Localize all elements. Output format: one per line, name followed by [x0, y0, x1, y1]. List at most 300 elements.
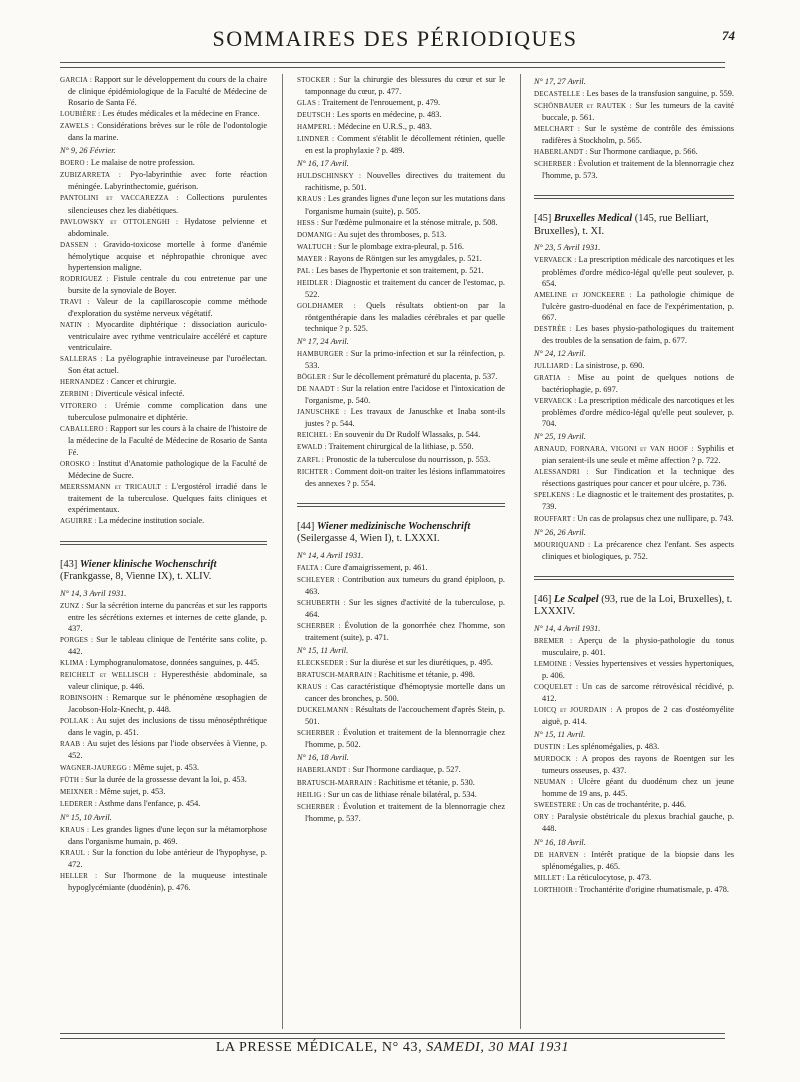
- article-author: MEERSSMANN et TRICAULT :: [60, 482, 168, 491]
- article-title: Remarque sur le phénomène œsophagien de Jacobson-Holz-Knecht, p. 448.: [68, 693, 267, 715]
- article-author: SCHÖNBAUER et RAUTEK :: [534, 102, 632, 111]
- article-title: Les grandes lignes d'une leçon sur les mutations dans l'organisme humain (suite), p. 505.: [305, 194, 505, 216]
- article-title: Sur les signes d'activité de la tuberculose, p. 464.: [305, 597, 505, 619]
- article-title: Le diagnostic et le traitement des prostatites, p. 739.: [542, 490, 734, 512]
- article-title: Les bases de la transfusion sanguine, p. 559.: [584, 89, 734, 99]
- article-title: Sur l'indication et la technique des résections gastriques pour cancer et pour ulcère, p. 736.: [542, 467, 734, 489]
- article-entry: [534, 741, 734, 753]
- article-author: OROSKO :: [60, 459, 95, 468]
- article-title: Au sujet des inclusions de tissu ménosépthrétique dans le vagin, p. 451.: [68, 716, 267, 738]
- article-author: ZARFL :: [297, 455, 325, 464]
- article-author: COQUELET :: [534, 682, 579, 691]
- article-author: KRAUL :: [60, 848, 90, 857]
- article-title: Sur la sécrétion interne du pancréas et sur les rapports entre les sécrétions externes et internes de cette glande, p. 437.: [68, 600, 267, 633]
- article-title: La sinistrose, p. 690.: [573, 360, 645, 370]
- section-divider: [534, 195, 734, 199]
- article-author: MILLET :: [534, 873, 565, 882]
- article-title: Sur la fonction du lobe antérieur de l'hypophyse, p. 472.: [68, 847, 267, 869]
- article-author: GRATIA :: [534, 373, 571, 382]
- article-title: Vessies hypertensives et vessies hypertoniques, p. 406.: [542, 658, 734, 680]
- article-title: Lymphogranulomatose, données sanguines, p. 445.: [87, 658, 260, 668]
- footer-number: N° 43,: [381, 1040, 423, 1055]
- article-author: NEUMAN :: [534, 778, 574, 787]
- article-author: AGUIRRE :: [60, 516, 97, 525]
- article-entry: [60, 157, 267, 169]
- article-author: EWALD :: [297, 443, 327, 452]
- article-title: Les études médicales et la médecine en France.: [100, 109, 260, 119]
- header-rule: [60, 62, 725, 68]
- article-entry: [534, 146, 734, 158]
- article-title: Hydatose pelvienne et abdominale.: [68, 216, 267, 238]
- journal-address: (Seilergasse 4, Wien I), t. LXXXI.: [297, 533, 440, 545]
- article-author: PAL :: [297, 266, 315, 275]
- article-entry: [297, 669, 505, 681]
- article-title: Aperçu de la physio-pathologie du tonus musculaire, p. 401.: [542, 635, 734, 657]
- article-title: Sur le décollement prématuré du placenta, p. 537.: [330, 372, 498, 382]
- article-author: KRAUS :: [297, 683, 328, 692]
- article-entry: [297, 597, 505, 620]
- article-author: REICHEL :: [297, 431, 332, 440]
- article-title: Comment doit-on traiter les lésions inflammatoires des annexes ? p. 554.: [305, 466, 505, 488]
- article-author: BÖGLER :: [297, 373, 331, 382]
- article-title: Considérations brèves sur le rôle de l'odontologie dans la marine.: [68, 121, 267, 143]
- article-author: LOUBIÈRE :: [60, 110, 101, 119]
- article-title: En souvenir du Dr Rudolf Wlassaks, p. 544.: [331, 430, 481, 440]
- article-entry: [60, 108, 267, 120]
- issue-heading: N° 16, 18 Avril.: [534, 837, 586, 847]
- article-title: Cure d'amaigrissement, p. 461.: [322, 562, 428, 572]
- section-divider: [60, 541, 267, 545]
- article-entry: [60, 296, 267, 319]
- article-title: Les bases physio-pathologiques du traitement des troubles de la sensation de faim, p. 677.: [542, 323, 734, 345]
- article-entry: [297, 97, 505, 109]
- article-entry: [60, 669, 267, 692]
- article-entry: [534, 254, 734, 288]
- article-author: GOLDHAMER :: [297, 301, 356, 310]
- article-author: HEILIG :: [297, 790, 326, 799]
- article-author: VITORERO :: [60, 402, 107, 411]
- article-entry: [297, 562, 505, 574]
- journal-number: [43]: [60, 558, 80, 570]
- article-author: NATIN :: [60, 320, 90, 329]
- article-title: Traitement chirurgical de la lithiase, p. 550.: [326, 442, 474, 452]
- article-author: GARCIA :: [60, 76, 93, 84]
- article-title: Sur le tableau clinique de l'entérite sans colite, p. 442.: [68, 635, 267, 657]
- article-author: MELCHART :: [534, 125, 580, 134]
- article-author: DOMANIG :: [297, 230, 337, 239]
- article-entry: [60, 738, 267, 761]
- journal-address: (145, rue Belliart, Bruxelles), t. XI.: [534, 213, 709, 237]
- article-entry: [60, 657, 267, 669]
- article-title: La prescription médicale des narcotiques et les problèmes d'ordre médico-légal qu'elle peut soulever, p. 654.: [542, 255, 734, 288]
- article-entry: [297, 704, 505, 727]
- article-entry: [297, 429, 505, 441]
- footer-publication: LA PRESSE MÉDICALE,: [215, 1040, 378, 1055]
- article-title: Quels résultats obtient-on par la röntgenthérapie dans les maladies cérébrales et par quelle technique ? p. 525.: [305, 300, 505, 333]
- article-title: Sur le système de contrôle des émissions radifères à Stockholm, p. 565.: [542, 124, 734, 146]
- article-title: Sur l'hormone cardiaque, p. 566.: [587, 147, 698, 157]
- article-entry: [297, 74, 505, 97]
- article-author: ORY :: [534, 813, 555, 822]
- article-entry: [534, 635, 734, 658]
- article-title: Asthme dans l'enfance, p. 454.: [97, 798, 201, 808]
- issue-heading: N° 14, 3 Avril 1931.: [60, 588, 127, 598]
- article-entry: [297, 170, 505, 193]
- article-title: Évolution et traitement de la blennorragie chez l'homme, p. 502.: [305, 728, 505, 750]
- article-entry: [534, 158, 734, 181]
- article-title: La réticulocytose, p. 473.: [564, 872, 652, 882]
- columns-container: [60, 74, 732, 1029]
- article-entry: [60, 239, 267, 273]
- article-title: Traitement de l'enrouement, p. 479.: [320, 98, 441, 108]
- article-author: HERNANDEZ :: [60, 378, 109, 387]
- article-author: SCHERBER :: [297, 802, 340, 811]
- article-entry: [60, 273, 267, 296]
- article-title: Les sports en médecine, p. 483.: [334, 110, 442, 120]
- article-entry: [534, 658, 734, 681]
- article-author: STOCKER :: [297, 76, 336, 84]
- article-author: SCHUBERTH :: [297, 598, 346, 607]
- article-entry: [297, 727, 505, 750]
- article-entry: [534, 489, 734, 512]
- article-entry: [297, 801, 505, 824]
- article-entry: [534, 513, 734, 525]
- article-entry: [60, 870, 267, 893]
- article-author: BREMER :: [534, 636, 573, 645]
- article-title: Sur le plombage extra-pleural, p. 516.: [336, 241, 464, 251]
- article-author: JULLIARD :: [534, 361, 574, 370]
- article-title: Fistule centrale du cou entretenue par une bursite de la synoviale de Boyer.: [68, 273, 267, 295]
- article-title: Pyo-labyrinthie avec forte réaction méningée. Labyrinthectomie, guérison.: [68, 170, 267, 192]
- article-entry: [297, 371, 505, 383]
- article-entry: [534, 753, 734, 776]
- article-title: Les grandes lignes d'une leçon sur la métamorphose dans l'organisme humain, p. 469.: [68, 824, 267, 846]
- article-title: Cas caractéristique d'hémoptysie mortelle dans un cancer des bronches, p. 500.: [305, 682, 505, 704]
- article-title: Un cas de trochantérite, p. 446.: [580, 800, 687, 810]
- article-entry: [534, 100, 734, 123]
- article-entry: [60, 319, 267, 353]
- issue-heading: N° 16, 18 Avril.: [297, 753, 349, 763]
- article-author: ARNAUD, FORNARA, VIGONI et VAN HOOF :: [534, 445, 694, 454]
- article-entry: [60, 120, 267, 143]
- article-entry: [60, 600, 267, 634]
- article-entry: [297, 406, 505, 429]
- issue-heading: N° 15, 11 Avril.: [534, 730, 586, 740]
- article-title: Collections purulentes silencieuses chez les diabétiques.: [68, 193, 267, 215]
- section-divider: [297, 503, 505, 507]
- article-entry: [60, 458, 267, 481]
- article-author: HABERLANDT :: [297, 766, 351, 775]
- article-title: Médecine en U.R.S., p. 483.: [335, 122, 432, 132]
- article-author: PAVLOWSKY et OTTOLENGHI :: [60, 217, 179, 226]
- article-entry: [60, 481, 267, 515]
- article-author: BOERO :: [60, 159, 89, 168]
- article-entry: [534, 88, 734, 100]
- article-author: VERVAECK :: [534, 397, 577, 406]
- article-author: ZUBIZARRETA :: [60, 171, 122, 180]
- article-entry: [534, 323, 734, 346]
- article-author: HEIDLER :: [297, 278, 333, 287]
- article-author: GLAS :: [297, 99, 321, 108]
- article-entry: [297, 574, 505, 597]
- page-header: [60, 20, 735, 60]
- article-title: Les bases de l'hypertonie et son traitement, p. 521.: [314, 265, 484, 275]
- article-author: TRAVI :: [60, 297, 90, 306]
- column-1: [60, 74, 267, 1029]
- article-title: Nouvelles directives du traitement du rachitisme, p. 501.: [305, 171, 505, 193]
- article-title: Cancer et chirurgie.: [108, 377, 177, 387]
- article-author: LEDERER :: [60, 799, 97, 808]
- article-author: PANTOLINI et VACCAREZZA :: [60, 194, 179, 203]
- article-entry: [534, 884, 734, 896]
- article-author: DASSEN :: [60, 240, 97, 249]
- article-entry: [60, 634, 267, 657]
- article-title: Évolution de la gonorrhée chez l'homme, son traitement (suite), p. 471.: [305, 620, 505, 642]
- article-entry: [297, 681, 505, 704]
- article-title: Contribution aux tumeurs du grand épiploon, p. 463.: [305, 574, 505, 596]
- article-entry: [534, 799, 734, 811]
- article-entry: [297, 109, 505, 121]
- article-title: Intérêt pratique de la biopsie dans les splénomégalies, p. 465.: [542, 849, 734, 871]
- article-title: Le malaise de notre profession.: [88, 158, 195, 168]
- article-entry: [60, 376, 267, 388]
- article-author: WALTUCH :: [297, 242, 337, 251]
- article-entry: [534, 681, 734, 704]
- article-author: ELECKSEDER :: [297, 659, 348, 668]
- article-entry: [297, 454, 505, 466]
- article-entry: [297, 777, 505, 789]
- article-title: Rachitisme et tétanie, p. 498.: [376, 670, 475, 680]
- article-title: Même sujet, p. 453.: [97, 786, 166, 796]
- journal-name: Bruxelles Medical: [553, 213, 633, 225]
- article-author: PORGES :: [60, 636, 94, 645]
- article-author: HABERLANDT :: [534, 148, 588, 157]
- issue-heading: N° 14, 4 Avril 1931.: [297, 550, 364, 560]
- article-entry: [60, 216, 267, 239]
- article-title: L'ergostérol irradié dans le traitement de la tuberculose. Quelques faits cliniques et expérimentaux.: [68, 481, 267, 514]
- article-entry: [534, 776, 734, 799]
- article-author: WAGNER-JAUREGG :: [60, 763, 132, 772]
- article-entry: [60, 192, 267, 215]
- column-2: [297, 74, 505, 1029]
- article-author: HESS :: [297, 218, 320, 227]
- article-title: Un cas de sarcome rétrovésical récidivé, p. 412.: [542, 681, 734, 703]
- article-entry: [297, 217, 505, 229]
- article-entry: [534, 443, 734, 466]
- issue-heading: N° 26, 26 Avril.: [534, 527, 586, 537]
- article-author: LINDNER :: [297, 135, 335, 144]
- footer-day: SAMEDI,: [426, 1040, 485, 1055]
- article-author: RODRIGUEZ :: [60, 274, 109, 283]
- article-title: Sur les tumeurs de la cavité buccale, p. 561.: [542, 101, 734, 123]
- article-author: FÜTH :: [60, 775, 84, 784]
- article-author: REICHELT et WELLISCH :: [60, 671, 157, 680]
- article-title: Les travaux de Januschke et Inaba sont-ils justes ? p. 544.: [305, 407, 505, 429]
- journal-name: Le Scalpel: [553, 593, 599, 605]
- article-author: MURDOCK :: [534, 755, 578, 764]
- article-entry: [60, 515, 267, 527]
- article-author: KRAUS :: [60, 825, 90, 834]
- article-title: Sur l'hormone cardiaque, p. 527.: [350, 765, 461, 775]
- article-author: FALTA :: [297, 563, 323, 572]
- article-title: Rapport sur le développement du cours de la chaire de clinique épidémiologique de la Faculté de Médecine de Rosario de Santa Fé.: [68, 75, 267, 108]
- page-number: 74: [722, 28, 735, 43]
- issue-heading: N° 9, 26 Février.: [60, 146, 116, 156]
- footer-date: 30 MAI 1931: [488, 1040, 570, 1055]
- article-author: KRAUS :: [297, 195, 326, 204]
- article-title: Sur l'hormone de la muqueuse intestinale hypoglycémiante (duodénin), p. 476.: [68, 870, 267, 892]
- article-author: ZUNZ :: [60, 601, 84, 610]
- article-entry: [60, 774, 267, 786]
- article-author: RAAB :: [60, 740, 85, 749]
- article-entry: [297, 229, 505, 241]
- article-title: Sur la diurèse et sur les diurétiques, p. 495.: [347, 658, 493, 668]
- article-title: Sur la durée de la grossesse devant la loi, p. 453.: [83, 774, 247, 784]
- journal-heading: [534, 213, 734, 238]
- article-title: Pronostic de la tuberculose du nourrisson, p. 553.: [324, 454, 491, 464]
- article-entry: [534, 811, 734, 834]
- article-entry: [534, 704, 734, 727]
- page-footer: [60, 1040, 725, 1056]
- article-author: DE HARVEN :: [534, 850, 586, 859]
- article-title: Institut d'Anatomie pathologique de la Faculté de Médecine de Sucre.: [68, 458, 267, 480]
- article-entry: [534, 372, 734, 395]
- article-author: HELLER :: [60, 871, 98, 880]
- article-author: DE NAADT :: [297, 385, 340, 394]
- article-entry: [297, 241, 505, 253]
- article-entry: [60, 715, 267, 738]
- article-author: SCHERBER :: [534, 160, 576, 169]
- issue-heading: N° 15, 11 Avril.: [297, 646, 349, 656]
- article-entry: [60, 762, 267, 774]
- article-author: LEMOINE :: [534, 659, 572, 668]
- article-title: Un cas de prolapsus chez une nullipare, p. 743.: [575, 513, 734, 523]
- article-entry: [297, 133, 505, 156]
- article-author: SCHERBER :: [297, 729, 340, 738]
- article-entry: [297, 383, 505, 406]
- article-author: ALESSANDRI :: [534, 468, 589, 477]
- article-author: AMELINE et JONCKEERE :: [534, 290, 632, 299]
- column-3: [534, 74, 734, 1029]
- journal-heading: [297, 521, 505, 546]
- article-author: DUSTIN :: [534, 743, 565, 752]
- article-title: La pathologie chimique de l'ulcère gastro-duodénal en face de l'expérimentation, p. 667.: [542, 289, 734, 322]
- journal-address: (Frankgasse, 8, Vienne IX), t. XLIV.: [60, 571, 212, 583]
- article-title: Valeur de la capillaroscopie comme méthode d'exploration du système nerveux végétatif.: [68, 296, 267, 318]
- article-title: Même sujet, p. 453.: [131, 762, 200, 772]
- article-entry: [60, 847, 267, 870]
- article-entry: [534, 539, 734, 562]
- article-entry: [534, 123, 734, 146]
- issue-heading: N° 14, 4 Avril 1931.: [534, 623, 601, 633]
- article-title: Hyperesthésie abdominale, sa valeur clinique, p. 446.: [68, 670, 267, 692]
- article-title: Myocardite diphtérique : dissociation auriculo-ventriculaire avec rythme ventriculaire accéléré et capture ventriculaire.: [68, 319, 267, 353]
- article-author: MEIXNER :: [60, 787, 98, 796]
- article-author: BRATUSCH-MARRAIN :: [297, 671, 377, 680]
- article-entry: [60, 353, 267, 376]
- article-title: La précarence chez l'enfant. Ses aspects cliniques et biologiques, p. 752.: [542, 539, 734, 561]
- journal-heading: [60, 559, 267, 584]
- article-title: Syphilis et pian seraient-ils une seule et même affection ? p. 722.: [542, 444, 734, 466]
- article-author: KLIMA :: [60, 659, 88, 668]
- article-title: Diagnostic et traitement du cancer de l'estomac, p. 522.: [305, 277, 505, 299]
- article-entry: [534, 289, 734, 323]
- issue-heading: N° 17, 27 Avril.: [534, 77, 586, 86]
- article-title: Gravido-toxicose mortelle à forme d'anémie hémolytique acquise et néphropathie chronique avec hypertension maligne.: [68, 239, 267, 272]
- article-entry: [60, 824, 267, 847]
- article-title: A propos de 2 cas d'ostéomyélite aiguë, p. 414.: [542, 705, 734, 727]
- article-title: Évolution et traitement de la blennorragie chez l'homme, p. 537.: [305, 801, 505, 823]
- article-entry: [60, 74, 267, 108]
- article-title: Rayons de Röntgen sur les amygdales, p. 521.: [326, 253, 482, 263]
- article-entry: [297, 193, 505, 216]
- article-entry: [297, 789, 505, 801]
- article-author: LORTHIOIR :: [534, 885, 578, 894]
- issue-heading: N° 25, 19 Avril.: [534, 432, 586, 442]
- article-title: Sur la primo-infection et sur la réinfection, p. 533.: [305, 349, 505, 371]
- article-title: Rapport sur les cours à la chaire de l'histoire de la médecine de la Faculté de Médecine de Rosario de Santa Fé.: [68, 424, 267, 457]
- article-author: MOURIQUAND :: [534, 540, 591, 549]
- article-title: Sur la relation entre l'acidose et l'intoxication de l'organisme, p. 540.: [305, 384, 505, 406]
- article-author: ROUFFART :: [534, 514, 576, 523]
- article-entry: [534, 466, 734, 489]
- article-author: POLLAK :: [60, 717, 94, 726]
- article-author: HULDSCHINSKY :: [297, 172, 362, 181]
- article-title: Comment s'établit le décollement rétinien, quelle en est la prophylaxie ? p. 489.: [305, 134, 505, 156]
- article-title: La pyélographie intraveineuse par l'uroélectan. Son état actuel.: [68, 354, 267, 376]
- article-author: SPELKENS :: [534, 491, 575, 500]
- journal-name: Wiener medizinische Wochenschrift: [316, 520, 471, 532]
- article-entry: [60, 798, 267, 810]
- article-title: Trochantérite d'origine rhumatismale, p. 478.: [577, 884, 729, 894]
- issue-heading: N° 23, 5 Avril 1931.: [534, 243, 601, 253]
- article-title: Sur un cas de lithiase rénale bilatéral, p. 534.: [325, 789, 477, 799]
- journal-name: Wiener klinische Wochenschrift: [79, 558, 217, 570]
- article-author: JANUSCHKE :: [297, 408, 347, 417]
- article-author: DECASTELLE :: [534, 90, 585, 99]
- article-title: A propos des rayons de Roentgen sur les tumeurs osseuses, p. 437.: [542, 754, 734, 776]
- article-author: ROBINSOHN :: [60, 694, 109, 703]
- article-entry: [297, 466, 505, 489]
- article-title: Rachitisme et tétanie, p. 530.: [376, 777, 475, 787]
- article-title: Évolution et traitement de la blennorragie chez l'homme, p. 573.: [542, 159, 734, 181]
- article-title: Résultats de l'accouchement d'après Stein, p. 501.: [305, 705, 505, 727]
- issue-heading: N° 24, 12 Avril.: [534, 348, 586, 358]
- article-author: HAMBURGER :: [297, 350, 349, 359]
- article-entry: [297, 441, 505, 453]
- article-author: BRATUSCH-MARRAIN :: [297, 778, 377, 787]
- article-author: SALLERAS :: [60, 355, 103, 364]
- article-entry: [297, 657, 505, 669]
- journal-number: [45]: [534, 213, 554, 225]
- article-author: DESTRÉE :: [534, 324, 572, 333]
- article-title: Paralysie obstétricale du plexus brachial gauche, p. 448.: [542, 812, 734, 834]
- article-author: SCHERBER :: [297, 621, 341, 630]
- article-entry: [297, 121, 505, 133]
- article-author: HAMPERL :: [297, 123, 336, 132]
- article-title: Au sujet des thromboses, p. 513.: [336, 229, 447, 239]
- article-entry: [534, 849, 734, 872]
- column-divider: [282, 74, 283, 1029]
- journal-number: [46]: [534, 593, 554, 605]
- journal-number: [44]: [297, 520, 317, 532]
- article-entry: [297, 348, 505, 371]
- article-title: Sur l'œdème pulmonaire et la sténose mitrale, p. 508.: [319, 217, 498, 227]
- article-entry: [60, 692, 267, 715]
- article-author: CABALLERO :: [60, 425, 108, 434]
- article-entry: [297, 277, 505, 300]
- column-divider: [520, 74, 521, 1029]
